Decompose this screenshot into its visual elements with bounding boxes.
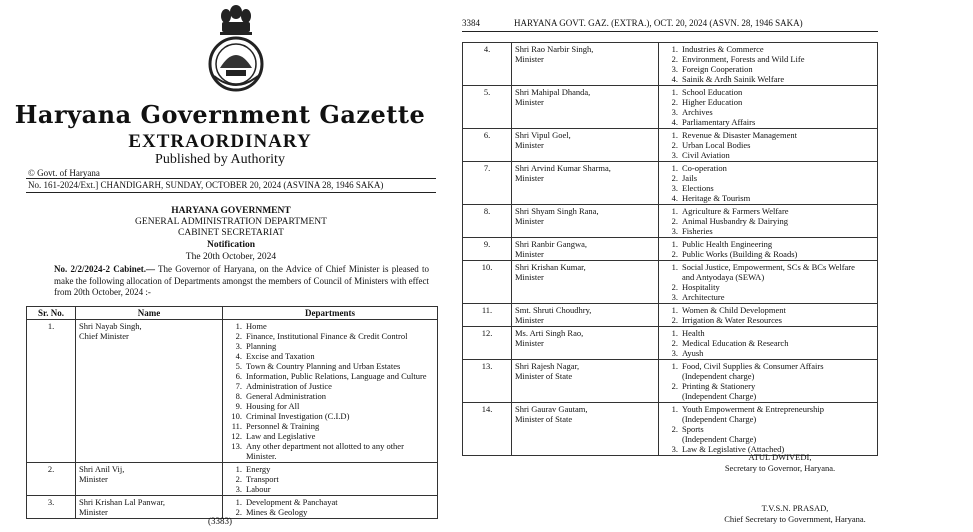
department-item: [226, 331, 434, 341]
minister-role: Chief Minister: [79, 331, 129, 341]
department-number: 3.: [671, 226, 678, 236]
department-number: 1.: [671, 206, 678, 216]
secretariat-name: CABINET SECRETARIAT: [178, 228, 284, 238]
department-number: 1.: [671, 239, 678, 249]
department-item: [662, 87, 874, 97]
department-item: [662, 193, 874, 203]
row-srno: 5.: [463, 86, 512, 129]
department-item: [226, 381, 434, 391]
department-item: [226, 341, 434, 351]
row-departments: [659, 43, 878, 86]
department-number: 1.: [235, 497, 242, 507]
row-minister: [512, 327, 659, 360]
minister-role: Minister: [515, 338, 544, 348]
minister-name: Shri Anil Vij,: [79, 464, 125, 474]
department-item: [662, 163, 874, 173]
notification-reference: No. 2/2/2024-2 Cabinet.—: [54, 264, 155, 274]
department-number: 1.: [671, 130, 678, 140]
department-name: Mines & Geology: [246, 507, 308, 517]
department-number: 2.: [671, 249, 678, 259]
department-name: Urban Local Bodies: [682, 140, 751, 150]
department-name: Any other department not allotted to any other: [246, 441, 404, 451]
department-list: [662, 239, 874, 259]
department-item: [662, 328, 874, 338]
government-name: HARYANA GOVERNMENT: [171, 206, 291, 216]
row-departments: [659, 304, 878, 327]
row-srno: 11.: [463, 304, 512, 327]
department-item: [662, 216, 874, 226]
row-departments: [659, 261, 878, 304]
department-name: Social Justice, Empowerment, SCs & BCs Welfare: [682, 262, 855, 272]
department-number: 1.: [671, 328, 678, 338]
department-item: [226, 411, 434, 421]
department-number: 12.: [231, 431, 242, 441]
department-number: 10.: [231, 411, 242, 421]
department-item: [662, 183, 874, 193]
department-number: 2.: [671, 97, 678, 107]
table-row: [463, 86, 878, 129]
department-name: Co-operation: [682, 163, 727, 173]
department-number: 3.: [671, 292, 678, 302]
department-name: Agriculture & Farmers Welfare: [682, 206, 789, 216]
department-number: 3.: [671, 348, 678, 358]
department-name: (Independent Charge): [682, 414, 757, 424]
department-number: 3.: [671, 150, 678, 160]
row-srno: 13.: [463, 360, 512, 403]
allocation-table-left: [26, 306, 438, 519]
row-minister: [512, 86, 659, 129]
table-row: [463, 403, 878, 456]
row-minister: [512, 129, 659, 162]
minister-role: Minister: [515, 249, 544, 259]
minister-name: Shri Vipul Goel,: [515, 130, 571, 140]
row-minister: [512, 304, 659, 327]
minister-name: Shri Krishan Kumar,: [515, 262, 586, 272]
department-name: Law & Legislative (Attached): [682, 444, 785, 454]
row-srno: 6.: [463, 129, 512, 162]
department-item: [662, 239, 874, 249]
department-item: [226, 497, 434, 507]
department-item: [662, 44, 874, 54]
department-item: [662, 371, 874, 381]
header-name: Name: [76, 307, 223, 320]
department-item: [662, 391, 874, 401]
department-number: 2.: [671, 315, 678, 325]
department-list: [662, 361, 874, 401]
department-number: 1.: [235, 321, 242, 331]
department-number: 2.: [671, 54, 678, 64]
minister-name: Shri Nayab Singh,: [79, 321, 142, 331]
department-name: (Independent Charge): [682, 434, 757, 444]
department-number: 1.: [671, 361, 678, 371]
department-item: [226, 441, 434, 451]
department-item: [662, 305, 874, 315]
page-number-right: 3384: [462, 18, 480, 28]
department-item: [662, 54, 874, 64]
department-name: General Administration: [246, 391, 327, 401]
minister-name: Shri Rajesh Nagar,: [515, 361, 580, 371]
department-number: 2.: [235, 331, 242, 341]
department-name: GENERAL ADMINISTRATION DEPARTMENT: [135, 217, 327, 227]
department-number: 7.: [235, 381, 242, 391]
department-item: [662, 404, 874, 414]
minister-name: Shri Mahipal Dhanda,: [515, 87, 591, 97]
department-name: Heritage & Tourism: [682, 193, 751, 203]
table-row: [463, 238, 878, 261]
issue-line: No. 161-2024/Ext.] CHANDIGARH, SUNDAY, OCTOBER 20, 2024 (ASVINA 28, 1946 SAKA): [28, 180, 384, 190]
minister-role: Minister: [515, 315, 544, 325]
row-minister: [76, 320, 223, 463]
table-row: [463, 360, 878, 403]
row-srno: 8.: [463, 205, 512, 238]
row-srno: 7.: [463, 162, 512, 205]
department-name: Archives: [682, 107, 713, 117]
department-name: Printing & Stationery: [682, 381, 756, 391]
department-name: Architecture: [682, 292, 725, 302]
department-number: 2.: [671, 140, 678, 150]
department-number: 9.: [235, 401, 242, 411]
table-row: [463, 162, 878, 205]
department-list: [662, 206, 874, 236]
department-name: (Independent Charge): [682, 391, 757, 401]
minister-name: Shri Shyam Singh Rana,: [515, 206, 599, 216]
department-item: [662, 315, 874, 325]
row-departments: [659, 205, 878, 238]
department-number: 2.: [235, 507, 242, 517]
department-name: Development & Panchayat: [246, 497, 338, 507]
department-name: Foreign Cooperation: [682, 64, 753, 74]
page-number-left: (3383): [208, 516, 232, 526]
department-number: 1.: [671, 262, 678, 272]
department-item: [226, 391, 434, 401]
table-row: [463, 205, 878, 238]
department-name: Fisheries: [682, 226, 713, 236]
copyright-note: © Govt. of Haryana: [28, 168, 100, 178]
row-srno: 9.: [463, 238, 512, 261]
department-name: Irrigation & Water Resources: [682, 315, 782, 325]
department-item: [662, 272, 874, 282]
department-name: Administration of Justice: [246, 381, 332, 391]
department-number: 1.: [671, 404, 678, 414]
department-item: [226, 361, 434, 371]
department-name: Sainik & Ardh Sainik Welfare: [682, 74, 785, 84]
department-name: Hospitality: [682, 282, 720, 292]
row-srno: 2.: [27, 463, 76, 496]
department-number: 6.: [235, 371, 242, 381]
department-name: Information, Public Relations, Language and Culture: [246, 371, 427, 381]
department-number: 2.: [671, 173, 678, 183]
minister-role: Minister: [79, 507, 108, 517]
header-srno: Sr. No.: [27, 307, 76, 320]
running-head-rule: [462, 31, 878, 32]
notification-heading: Notification: [206, 240, 256, 250]
row-minister: [76, 463, 223, 496]
department-name: Medical Education & Research: [682, 338, 789, 348]
department-name: Women & Child Development: [682, 305, 786, 315]
department-name: Higher Education: [682, 97, 743, 107]
running-head-text: HARYANA GOVT. GAZ. (EXTRA.), OCT. 20, 2024 (ASVN. 28, 1946 SAKA): [514, 18, 803, 28]
minister-name: Shri Arvind Kumar Sharma,: [515, 163, 611, 173]
department-number: 4.: [671, 74, 678, 84]
row-minister: [512, 162, 659, 205]
row-srno: 3.: [27, 496, 76, 519]
table-row: [463, 327, 878, 360]
minister-role: Minister of State: [515, 414, 573, 424]
row-departments: [659, 162, 878, 205]
table-row: [27, 463, 438, 496]
minister-name: Shri Gaurav Gautam,: [515, 404, 588, 414]
table-row: [27, 320, 438, 463]
department-item: [226, 474, 434, 484]
department-name: Environment, Forests and Wild Life: [682, 54, 805, 64]
department-number: 3.: [671, 183, 678, 193]
published-by-authority: Published by Authority: [155, 152, 285, 167]
department-name: Minister.: [246, 451, 277, 461]
minister-name: Ms. Arti Singh Rao,: [515, 328, 584, 338]
table-row: [463, 129, 878, 162]
department-list: [662, 305, 874, 325]
minister-role: Minister: [515, 216, 544, 226]
department-name: Animal Husbandry & Dairying: [682, 216, 788, 226]
department-name: (Independent charge): [682, 371, 755, 381]
department-number: 2.: [671, 282, 678, 292]
department-item: [662, 434, 874, 444]
notification-date: The 20th October, 2024: [185, 252, 277, 262]
row-minister: [512, 238, 659, 261]
department-item: [662, 424, 874, 434]
department-name: Personnel & Training: [246, 421, 320, 431]
minister-name: Smt. Shruti Choudhry,: [515, 305, 592, 315]
row-minister: [512, 43, 659, 86]
minister-role: Minister: [79, 474, 108, 484]
department-item: [226, 484, 434, 494]
signatory-1-title: Secretary to Governor, Haryana.: [724, 463, 836, 473]
department-list: [662, 404, 874, 454]
row-departments: [659, 86, 878, 129]
department-item: [226, 421, 434, 431]
state-emblem-icon: [200, 2, 272, 98]
department-item: [662, 64, 874, 74]
department-list: [662, 130, 874, 160]
department-item: [662, 173, 874, 183]
row-departments: [223, 320, 438, 463]
department-item: [226, 431, 434, 441]
minister-role: Minister: [515, 54, 544, 64]
rule-bottom: [26, 192, 436, 193]
department-list: [226, 321, 434, 461]
department-item: [226, 351, 434, 361]
department-name: Youth Empowerment & Entrepreneurship: [682, 404, 824, 414]
gazette-title: Haryana Government Gazette: [14, 100, 426, 129]
row-srno: 1.: [27, 320, 76, 463]
department-number: 3.: [671, 444, 678, 454]
signature-block-1: [700, 452, 860, 474]
notification-paragraph: [54, 264, 429, 299]
department-name: Planning: [246, 341, 277, 351]
rule-top: [26, 178, 436, 179]
department-item: [662, 361, 874, 371]
department-item: [662, 292, 874, 302]
department-item: [662, 381, 874, 391]
allocation-table-right: [462, 42, 878, 456]
department-item: [226, 451, 434, 461]
department-item: [662, 348, 874, 358]
department-list: [662, 44, 874, 84]
department-number: 2.: [235, 474, 242, 484]
department-item: [662, 282, 874, 292]
department-number: 1.: [671, 87, 678, 97]
department-number: 1.: [671, 163, 678, 173]
signatory-2-title: Chief Secretary to Government, Haryana.: [724, 514, 866, 524]
department-list: [226, 497, 434, 517]
department-name: Energy: [246, 464, 271, 474]
signature-block-2: [700, 503, 890, 525]
minister-name: Shri Krishan Lal Panwar,: [79, 497, 166, 507]
minister-role: Minister: [515, 140, 544, 150]
department-number: 4.: [671, 117, 678, 127]
gazette-subtitle: EXTRAORDINARY: [128, 131, 312, 152]
row-departments: [659, 129, 878, 162]
department-list: [662, 87, 874, 127]
department-name: Public Works (Building & Roads): [682, 249, 798, 259]
department-item: [662, 338, 874, 348]
row-srno: 10.: [463, 261, 512, 304]
department-item: [226, 321, 434, 331]
department-item: [226, 371, 434, 381]
row-minister: [512, 403, 659, 456]
department-name: School Education: [682, 87, 743, 97]
signatory-1-name: ATUL DWIVEDI,: [748, 452, 812, 462]
department-name: Sports: [682, 424, 704, 434]
department-name: Public Health Engineering: [682, 239, 773, 249]
row-departments: [659, 327, 878, 360]
row-minister: [512, 261, 659, 304]
department-item: [662, 262, 874, 272]
department-item: [662, 107, 874, 117]
department-name: and Antyodaya (SEWA): [682, 272, 765, 282]
department-name: Housing for All: [246, 401, 300, 411]
department-item: [662, 97, 874, 107]
department-name: Industries & Commerce: [682, 44, 764, 54]
department-item: [662, 249, 874, 259]
minister-role: Minister: [515, 97, 544, 107]
department-number: 5.: [235, 361, 242, 371]
signatory-2-name: T.V.S.N. PRASAD,: [761, 503, 829, 513]
department-number: 2.: [671, 338, 678, 348]
department-number: 1.: [235, 464, 242, 474]
department-item: [662, 414, 874, 424]
department-name: Ayush: [682, 348, 704, 358]
department-number: 3.: [671, 107, 678, 117]
department-number: 8.: [235, 391, 242, 401]
department-item: [662, 150, 874, 160]
department-number: 3.: [235, 484, 242, 494]
row-minister: [512, 360, 659, 403]
department-name: Civil Aviation: [682, 150, 730, 160]
row-departments: [659, 238, 878, 261]
minister-role: Minister: [515, 173, 544, 183]
department-item: [662, 74, 874, 84]
row-departments: [659, 403, 878, 456]
department-item: [226, 401, 434, 411]
department-name: Labour: [246, 484, 271, 494]
department-number: 1.: [671, 305, 678, 315]
minister-name: Shri Rao Narbir Singh,: [515, 44, 594, 54]
department-item: [662, 130, 874, 140]
department-number: 4.: [235, 351, 242, 361]
row-srno: 12.: [463, 327, 512, 360]
department-number: 3.: [235, 341, 242, 351]
department-name: Finance, Institutional Finance & Credit Control: [246, 331, 408, 341]
department-list: [226, 464, 434, 494]
gazette-page-right: [455, 0, 973, 532]
department-item: [226, 464, 434, 474]
minister-name: Shri Ranbir Gangwa,: [515, 239, 588, 249]
minister-role: Minister of State: [515, 371, 573, 381]
department-name: Excise and Taxation: [246, 351, 315, 361]
department-name: Law and Legislative: [246, 431, 316, 441]
row-srno: 4.: [463, 43, 512, 86]
department-name: Health: [682, 328, 705, 338]
department-number: 11.: [231, 421, 242, 431]
department-list: [662, 328, 874, 358]
table-row: [463, 43, 878, 86]
department-name: Transport: [246, 474, 279, 484]
department-name: Elections: [682, 183, 714, 193]
department-name: Parliamentary Affairs: [682, 117, 756, 127]
header-departments: Departments: [223, 307, 438, 320]
gazette-page-left: [0, 0, 440, 532]
minister-role: Minister: [515, 272, 544, 282]
department-item: [662, 117, 874, 127]
department-number: 1.: [671, 44, 678, 54]
row-srno: 14.: [463, 403, 512, 456]
department-item: [662, 140, 874, 150]
department-name: Revenue & Disaster Management: [682, 130, 797, 140]
department-number: 2.: [671, 216, 678, 226]
department-name: Town & Country Planning and Urban Estates: [246, 361, 401, 371]
department-item: [662, 206, 874, 216]
table-row: [463, 261, 878, 304]
department-number: 3.: [671, 64, 678, 74]
row-departments: [223, 463, 438, 496]
department-name: Jails: [682, 173, 698, 183]
department-number: 2.: [671, 381, 678, 391]
department-item: [662, 226, 874, 236]
department-list: [662, 163, 874, 203]
row-departments: [659, 360, 878, 403]
department-number: 13.: [231, 441, 242, 451]
table-row: [463, 304, 878, 327]
department-name: Criminal Investigation (C.I.D): [246, 411, 350, 421]
notification-text: The Governor of Haryana, on the Advice of Chief Minister is pleased to make the following allocation of Departments amongst the members of Council of Ministers with effect from 20th October, 2024 :-: [54, 264, 430, 297]
department-name: Food, Civil Supplies & Consumer Affairs: [682, 361, 824, 371]
department-name: Home: [246, 321, 267, 331]
row-minister: [512, 205, 659, 238]
department-number: 4.: [671, 193, 678, 203]
department-list: [662, 262, 874, 302]
department-number: 2.: [671, 424, 678, 434]
